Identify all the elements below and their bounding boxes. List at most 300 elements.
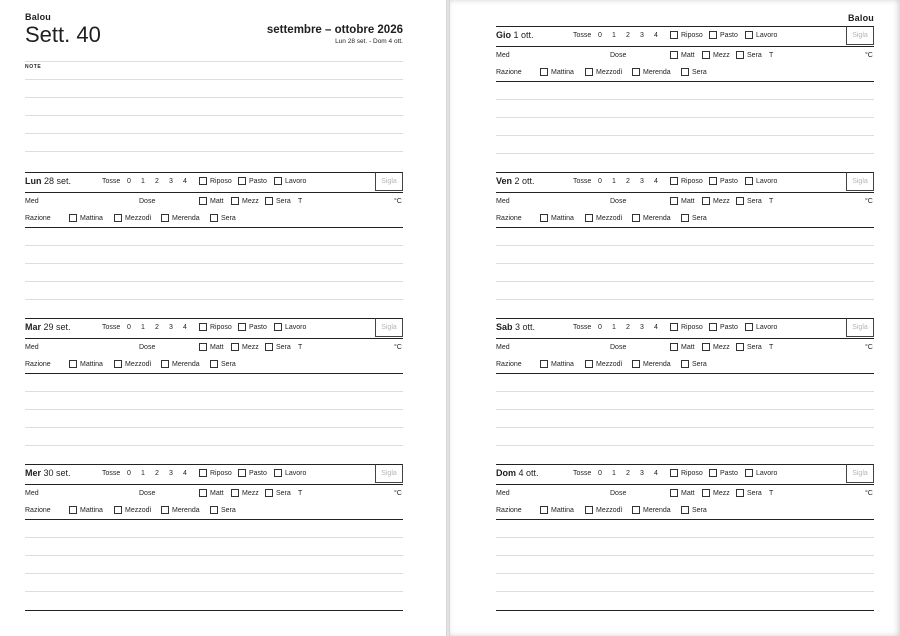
writing-line[interactable] — [496, 263, 874, 264]
mattina-label: Mattina — [80, 361, 103, 368]
writing-line[interactable] — [25, 263, 403, 264]
sera-full-checkbox[interactable] — [681, 360, 689, 368]
sera-full-checkbox[interactable] — [210, 214, 218, 222]
sera-full-label: Sera — [692, 507, 707, 514]
dose-label: Dose — [139, 490, 156, 497]
mattina-checkbox[interactable] — [540, 214, 548, 222]
tosse-scale-0[interactable]: 0 — [598, 178, 602, 185]
sera-checkbox[interactable] — [265, 343, 273, 351]
sera-checkbox[interactable] — [736, 51, 744, 59]
writing-line[interactable] — [25, 555, 403, 556]
tosse-scale-3[interactable]: 3 — [169, 178, 173, 185]
writing-line[interactable] — [25, 299, 403, 300]
riposo-checkbox[interactable] — [199, 469, 207, 477]
matt-checkbox[interactable] — [199, 489, 207, 497]
temperature-label: T — [769, 52, 774, 59]
tosse-scale-4[interactable]: 4 — [183, 178, 187, 185]
tosse-scale-3[interactable]: 3 — [640, 178, 644, 185]
matt-checkbox[interactable] — [670, 343, 678, 351]
sera-label: Sera — [747, 344, 762, 351]
dose-label: Dose — [610, 490, 627, 497]
sera-full-label: Sera — [221, 507, 236, 514]
mezz-label: Mezz — [713, 52, 730, 59]
mattina-label: Mattina — [80, 507, 103, 514]
week-title: Sett. 40 — [25, 22, 101, 47]
writing-line[interactable] — [496, 299, 874, 300]
day-name: Sab — [496, 322, 513, 332]
merenda-checkbox[interactable] — [161, 506, 169, 514]
lavoro-label: Lavoro — [756, 32, 778, 39]
writing-line[interactable] — [496, 117, 874, 118]
mezzodi-label: Mezzodì — [125, 507, 152, 514]
tosse-scale-4[interactable]: 4 — [654, 178, 658, 185]
notes-rule — [25, 133, 403, 134]
dose-label: Dose — [610, 344, 627, 351]
sera-label: Sera — [276, 198, 291, 205]
tosse-label: Tosse — [102, 178, 121, 185]
writing-line[interactable] — [25, 281, 403, 282]
temperature-label: T — [298, 198, 303, 205]
merenda-label: Merenda — [172, 215, 200, 222]
lavoro-label: Lavoro — [756, 178, 778, 185]
notes-label: NOTE — [25, 64, 42, 70]
matt-label: Matt — [210, 490, 224, 497]
writing-line[interactable] — [496, 99, 874, 100]
writing-line[interactable] — [25, 537, 403, 538]
razione-underline — [496, 227, 874, 228]
writing-line[interactable] — [496, 135, 874, 136]
riposo-checkbox[interactable] — [199, 177, 207, 185]
writing-line[interactable] — [496, 245, 874, 246]
day-date: 29 set. — [43, 322, 71, 332]
day-date: 3 ott. — [515, 322, 536, 332]
sigla-label: Sigla — [381, 178, 397, 185]
mezz-checkbox[interactable] — [231, 489, 239, 497]
merenda-label: Merenda — [643, 507, 671, 514]
day-title — [25, 176, 71, 186]
tosse-label: Tosse — [573, 470, 592, 477]
mattina-label: Mattina — [551, 215, 574, 222]
day-title — [25, 322, 71, 332]
sera-label: Sera — [747, 198, 762, 205]
mezzodi-checkbox[interactable] — [114, 506, 122, 514]
dose-label: Dose — [610, 52, 627, 59]
mezz-label: Mezz — [713, 490, 730, 497]
razione-label: Razione — [25, 507, 51, 514]
day-name: Mer — [25, 468, 42, 478]
writing-line[interactable] — [496, 409, 874, 410]
tosse-scale-3[interactable]: 3 — [640, 324, 644, 331]
date-range-sub: Lun 28 set. - Dom 4 ott. — [335, 38, 403, 45]
lavoro-label: Lavoro — [285, 324, 307, 331]
sera-checkbox[interactable] — [736, 343, 744, 351]
writing-line[interactable] — [25, 591, 403, 592]
day-name: Lun — [25, 176, 42, 186]
pasto-checkbox[interactable] — [709, 469, 717, 477]
sigla-box[interactable] — [375, 464, 403, 483]
day-title — [25, 468, 71, 478]
sera-checkbox[interactable] — [736, 197, 744, 205]
mezzodi-checkbox[interactable] — [114, 360, 122, 368]
tosse-scale-2[interactable]: 2 — [155, 178, 159, 185]
celsius-label: °C — [865, 198, 873, 205]
notes-rule — [25, 151, 403, 152]
riposo-label: Riposo — [681, 32, 703, 39]
sigla-label: Sigla — [852, 470, 868, 477]
mezz-label: Mezz — [713, 344, 730, 351]
tosse-scale-0[interactable]: 0 — [598, 470, 602, 477]
med-label: Med — [496, 52, 510, 59]
writing-line[interactable] — [496, 537, 874, 538]
sigla-box[interactable] — [846, 318, 874, 337]
mezzodi-checkbox[interactable] — [585, 68, 593, 76]
pasto-label: Pasto — [720, 32, 738, 39]
tosse-label: Tosse — [573, 324, 592, 331]
writing-line[interactable] — [496, 281, 874, 282]
mattina-label: Mattina — [551, 69, 574, 76]
mezz-checkbox[interactable] — [702, 489, 710, 497]
med-label: Med — [25, 344, 39, 351]
mezz-label: Mezz — [242, 198, 259, 205]
tosse-scale-1[interactable]: 1 — [612, 178, 616, 185]
pasto-label: Pasto — [720, 470, 738, 477]
razione-underline — [25, 227, 403, 228]
page-bottom-rule — [496, 610, 874, 611]
tosse-scale-1[interactable]: 1 — [141, 178, 145, 185]
matt-checkbox[interactable] — [199, 197, 207, 205]
date-range: settembre – ottobre 2026 — [266, 24, 403, 36]
razione-label: Razione — [496, 361, 522, 368]
sera-checkbox[interactable] — [265, 197, 273, 205]
sera-full-label: Sera — [221, 215, 236, 222]
pasto-checkbox[interactable] — [709, 31, 717, 39]
sera-full-checkbox[interactable] — [681, 506, 689, 514]
tosse-scale-2[interactable]: 2 — [155, 470, 159, 477]
riposo-checkbox[interactable] — [199, 323, 207, 331]
mattina-label: Mattina — [551, 361, 574, 368]
day-date: 28 set. — [44, 176, 72, 186]
writing-line[interactable] — [496, 391, 874, 392]
riposo-label: Riposo — [210, 178, 232, 185]
tosse-scale-4[interactable]: 4 — [654, 32, 658, 39]
tosse-label: Tosse — [102, 324, 121, 331]
razione-label: Razione — [496, 69, 522, 76]
mattina-checkbox[interactable] — [69, 506, 77, 514]
mezz-label: Mezz — [242, 344, 259, 351]
mezzodi-label: Mezzodì — [125, 361, 152, 368]
pasto-checkbox[interactable] — [238, 177, 246, 185]
tosse-scale-1[interactable]: 1 — [612, 324, 616, 331]
mezzodi-label: Mezzodì — [596, 69, 623, 76]
mezzodi-label: Mezzodì — [596, 361, 623, 368]
pasto-label: Pasto — [720, 324, 738, 331]
tosse-scale-2[interactable]: 2 — [155, 324, 159, 331]
sera-full-label: Sera — [692, 361, 707, 368]
razione-label: Razione — [496, 507, 522, 514]
lavoro-label: Lavoro — [285, 470, 307, 477]
merenda-label: Merenda — [643, 69, 671, 76]
lavoro-checkbox[interactable] — [745, 31, 753, 39]
sera-full-checkbox[interactable] — [681, 214, 689, 222]
sigla-label: Sigla — [852, 324, 868, 331]
tosse-scale-1[interactable]: 1 — [612, 470, 616, 477]
celsius-label: °C — [865, 344, 873, 351]
riposo-label: Riposo — [681, 470, 703, 477]
notes-rule — [25, 97, 403, 98]
mezz-label: Mezz — [713, 198, 730, 205]
lavoro-label: Lavoro — [756, 470, 778, 477]
left-page — [0, 0, 446, 636]
pasto-checkbox[interactable] — [238, 323, 246, 331]
writing-line[interactable] — [496, 427, 874, 428]
day-name: Ven — [496, 176, 513, 186]
celsius-label: °C — [394, 198, 402, 205]
pasto-label: Pasto — [249, 470, 267, 477]
day-date: 30 set. — [43, 468, 71, 478]
tosse-scale-3[interactable]: 3 — [640, 470, 644, 477]
temperature-label: T — [769, 344, 774, 351]
mezz-label: Mezz — [242, 490, 259, 497]
tosse-scale-0[interactable]: 0 — [598, 32, 602, 39]
sigla-box[interactable] — [846, 464, 874, 483]
sigla-box[interactable] — [846, 172, 874, 191]
sera-full-label: Sera — [692, 69, 707, 76]
riposo-label: Riposo — [681, 178, 703, 185]
razione-label: Razione — [25, 215, 51, 222]
temperature-label: T — [298, 344, 303, 351]
writing-line[interactable] — [25, 409, 403, 410]
riposo-checkbox[interactable] — [670, 323, 678, 331]
mattina-checkbox[interactable] — [69, 360, 77, 368]
tosse-scale-0[interactable]: 0 — [127, 178, 131, 185]
matt-checkbox[interactable] — [670, 51, 678, 59]
lavoro-checkbox[interactable] — [745, 177, 753, 185]
matt-checkbox[interactable] — [670, 197, 678, 205]
right-page — [450, 0, 900, 636]
riposo-label: Riposo — [210, 324, 232, 331]
razione-underline — [496, 81, 874, 82]
lavoro-label: Lavoro — [756, 324, 778, 331]
lavoro-label: Lavoro — [285, 178, 307, 185]
matt-label: Matt — [210, 198, 224, 205]
tosse-scale-2[interactable]: 2 — [626, 324, 630, 331]
notes-rule — [25, 61, 403, 62]
mezzodi-label: Mezzodì — [125, 215, 152, 222]
mezzodi-label: Mezzodì — [596, 507, 623, 514]
riposo-checkbox[interactable] — [670, 177, 678, 185]
mezz-checkbox[interactable] — [702, 343, 710, 351]
sera-label: Sera — [747, 490, 762, 497]
lavoro-checkbox[interactable] — [745, 469, 753, 477]
sera-full-checkbox[interactable] — [210, 360, 218, 368]
writing-line[interactable] — [496, 153, 874, 154]
razione-underline — [496, 519, 874, 520]
merenda-label: Merenda — [172, 361, 200, 368]
writing-line[interactable] — [25, 245, 403, 246]
mattina-checkbox[interactable] — [540, 68, 548, 76]
pasto-label: Pasto — [249, 324, 267, 331]
sera-full-checkbox[interactable] — [681, 68, 689, 76]
temperature-label: T — [769, 490, 774, 497]
merenda-label: Merenda — [172, 507, 200, 514]
matt-label: Matt — [681, 490, 695, 497]
day-title — [496, 30, 534, 40]
tosse-scale-4[interactable]: 4 — [654, 470, 658, 477]
razione-label: Razione — [25, 361, 51, 368]
med-label: Med — [496, 198, 510, 205]
sigla-label: Sigla — [852, 178, 868, 185]
sigla-label: Sigla — [852, 32, 868, 39]
tosse-scale-3[interactable]: 3 — [169, 470, 173, 477]
mattina-checkbox[interactable] — [69, 214, 77, 222]
tosse-label: Tosse — [102, 470, 121, 477]
merenda-checkbox[interactable] — [161, 360, 169, 368]
temperature-label: T — [298, 490, 303, 497]
matt-label: Matt — [681, 344, 695, 351]
day-title — [496, 468, 539, 478]
owner-name: Balou — [25, 12, 52, 22]
sera-full-checkbox[interactable] — [210, 506, 218, 514]
tosse-label: Tosse — [573, 178, 592, 185]
writing-line[interactable] — [496, 591, 874, 592]
mezz-checkbox[interactable] — [231, 197, 239, 205]
razione-underline — [25, 373, 403, 374]
writing-line[interactable] — [25, 427, 403, 428]
sigla-label: Sigla — [381, 470, 397, 477]
med-label: Med — [25, 198, 39, 205]
merenda-label: Merenda — [643, 361, 671, 368]
tosse-scale-3[interactable]: 3 — [640, 32, 644, 39]
tosse-scale-4[interactable]: 4 — [654, 324, 658, 331]
sera-full-label: Sera — [692, 215, 707, 222]
matt-label: Matt — [210, 344, 224, 351]
day-name: Mar — [25, 322, 42, 332]
sera-label: Sera — [276, 344, 291, 351]
day-name: Dom — [496, 468, 516, 478]
writing-line[interactable] — [496, 555, 874, 556]
tosse-scale-4[interactable]: 4 — [183, 470, 187, 477]
mezzodi-checkbox[interactable] — [585, 214, 593, 222]
mezz-checkbox[interactable] — [231, 343, 239, 351]
mezz-checkbox[interactable] — [702, 51, 710, 59]
writing-line[interactable] — [496, 445, 874, 446]
notes-rule — [25, 79, 403, 80]
merenda-checkbox[interactable] — [161, 214, 169, 222]
razione-label: Razione — [496, 215, 522, 222]
tosse-scale-2[interactable]: 2 — [626, 470, 630, 477]
tosse-scale-1[interactable]: 1 — [612, 32, 616, 39]
day-title — [496, 176, 535, 186]
celsius-label: °C — [865, 52, 873, 59]
tosse-scale-2[interactable]: 2 — [626, 178, 630, 185]
sera-label: Sera — [276, 490, 291, 497]
sera-label: Sera — [747, 52, 762, 59]
mezz-checkbox[interactable] — [702, 197, 710, 205]
merenda-checkbox[interactable] — [632, 360, 640, 368]
tosse-scale-1[interactable]: 1 — [141, 324, 145, 331]
matt-checkbox[interactable] — [199, 343, 207, 351]
merenda-checkbox[interactable] — [632, 68, 640, 76]
razione-underline — [496, 373, 874, 374]
lavoro-checkbox[interactable] — [274, 177, 282, 185]
sera-checkbox[interactable] — [265, 489, 273, 497]
writing-line[interactable] — [496, 573, 874, 574]
med-label: Med — [496, 490, 510, 497]
day-date: 1 ott. — [513, 30, 534, 40]
merenda-checkbox[interactable] — [632, 506, 640, 514]
mezzodi-checkbox[interactable] — [114, 214, 122, 222]
pasto-checkbox[interactable] — [709, 323, 717, 331]
riposo-label: Riposo — [681, 324, 703, 331]
riposo-checkbox[interactable] — [670, 469, 678, 477]
day-name: Gio — [496, 30, 511, 40]
tosse-scale-3[interactable]: 3 — [169, 324, 173, 331]
matt-label: Matt — [681, 52, 695, 59]
merenda-label: Merenda — [643, 215, 671, 222]
day-title — [496, 322, 535, 332]
day-date: 2 ott. — [514, 176, 535, 186]
lavoro-checkbox[interactable] — [745, 323, 753, 331]
sigla-box[interactable] — [846, 26, 874, 45]
mezzodi-checkbox[interactable] — [585, 506, 593, 514]
mattina-label: Mattina — [551, 507, 574, 514]
notes-rule — [25, 115, 403, 116]
matt-checkbox[interactable] — [670, 489, 678, 497]
writing-line[interactable] — [25, 573, 403, 574]
tosse-scale-1[interactable]: 1 — [141, 470, 145, 477]
dose-label: Dose — [610, 198, 627, 205]
dose-label: Dose — [139, 198, 156, 205]
temperature-label: T — [769, 198, 774, 205]
sigla-box[interactable] — [375, 172, 403, 191]
writing-line[interactable] — [25, 445, 403, 446]
tosse-label: Tosse — [573, 32, 592, 39]
mattina-checkbox[interactable] — [540, 360, 548, 368]
riposo-checkbox[interactable] — [670, 31, 678, 39]
sigla-label: Sigla — [381, 324, 397, 331]
razione-underline — [25, 519, 403, 520]
celsius-label: °C — [865, 490, 873, 497]
merenda-checkbox[interactable] — [632, 214, 640, 222]
tosse-scale-0[interactable]: 0 — [127, 324, 131, 331]
matt-label: Matt — [681, 198, 695, 205]
tosse-scale-0[interactable]: 0 — [127, 470, 131, 477]
mezzodi-checkbox[interactable] — [585, 360, 593, 368]
sigla-box[interactable] — [375, 318, 403, 337]
med-label: Med — [496, 344, 510, 351]
mattina-checkbox[interactable] — [540, 506, 548, 514]
lavoro-checkbox[interactable] — [274, 323, 282, 331]
dose-label: Dose — [139, 344, 156, 351]
mattina-label: Mattina — [80, 215, 103, 222]
lavoro-checkbox[interactable] — [274, 469, 282, 477]
celsius-label: °C — [394, 490, 402, 497]
pasto-checkbox[interactable] — [709, 177, 717, 185]
sera-checkbox[interactable] — [736, 489, 744, 497]
sera-full-label: Sera — [221, 361, 236, 368]
tosse-scale-4[interactable]: 4 — [183, 324, 187, 331]
tosse-scale-2[interactable]: 2 — [626, 32, 630, 39]
pasto-checkbox[interactable] — [238, 469, 246, 477]
page-bottom-rule — [25, 610, 403, 611]
mezzodi-label: Mezzodì — [596, 215, 623, 222]
celsius-label: °C — [394, 344, 402, 351]
pasto-label: Pasto — [720, 178, 738, 185]
writing-line[interactable] — [25, 391, 403, 392]
tosse-scale-0[interactable]: 0 — [598, 324, 602, 331]
owner-name: Balou — [847, 13, 874, 23]
pasto-label: Pasto — [249, 178, 267, 185]
